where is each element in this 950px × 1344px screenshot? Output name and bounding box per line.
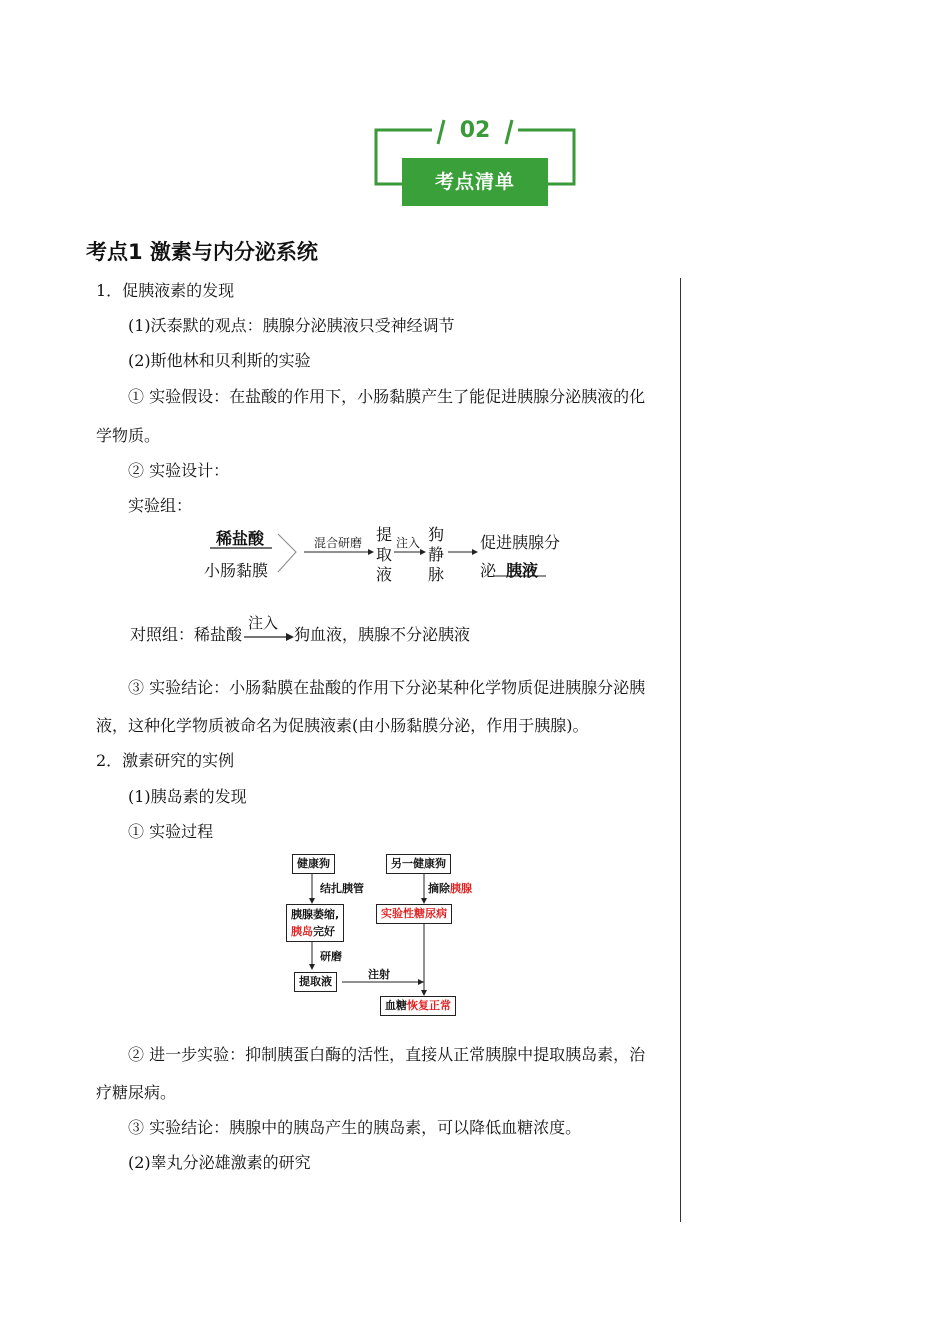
another-dog-box: 另一健康狗 — [386, 854, 451, 874]
dog-char-2: 静 — [428, 545, 445, 564]
healthy-dog-box: 健康狗 — [292, 854, 335, 874]
experiment-diagram — [196, 518, 576, 588]
section-badge — [372, 116, 578, 212]
diabetes-box: 实验性糖尿病 — [376, 904, 452, 924]
badge-label: 考点清单 — [402, 158, 548, 206]
paragraph-further: ② 进一步实验：抑制胰蛋白酶的活性，直接从正常胰腺中提取胰岛素，治 — [128, 1045, 646, 1064]
paragraph-conclusion: ③ 实验结论：小肠黏膜在盐酸的作用下分泌某种化学物质促进胰腺分泌胰 — [128, 678, 646, 697]
paragraph-insulin-conclusion: ③ 实验结论：胰腺中的胰岛产生的胰岛素，可以降低血糖浓度。 — [128, 1118, 582, 1137]
remove-a: 摘除 — [428, 882, 450, 895]
inject-label: 注入 — [396, 536, 421, 550]
insulin-diagram — [284, 852, 494, 1022]
result-bottom-b: 胰液 — [506, 561, 539, 580]
control-prefix: 对照组：稀盐酸 — [130, 625, 243, 644]
ligate-label: 结扎胰管 — [320, 882, 364, 895]
paragraph-hypothesis: ① 实验假设：在盐酸的作用下，小肠黏膜产生了能促进胰腺分泌胰液的化 — [128, 387, 646, 406]
paragraph-2-1: (1)胰岛素的发现 — [128, 787, 247, 806]
dog-char-3: 脉 — [428, 565, 445, 584]
dog-char-1: 狗 — [428, 525, 445, 544]
remove-label — [428, 880, 472, 896]
paragraph-hypothesis-cont: 学物质。 — [96, 426, 161, 445]
section-title: 考点1 激素与内分泌系统 — [86, 240, 318, 264]
result-top: 促进胰腺分 — [480, 533, 561, 552]
extract-box: 提取液 — [294, 972, 337, 992]
grind-label: 研磨 — [320, 950, 342, 963]
control-arrow — [244, 632, 294, 642]
margin-rule — [680, 278, 681, 1222]
intestine-label: 小肠黏膜 — [204, 561, 269, 580]
paragraph-process: ① 实验过程 — [128, 822, 214, 841]
control-arrow-label: 注入 — [248, 614, 279, 632]
paragraph-2-2: (2)睾丸分泌雄激素的研究 — [128, 1153, 311, 1172]
result-b: 恢复正常 — [407, 999, 451, 1012]
paragraph-1-1: (1)沃泰默的观点：胰腺分泌胰液只受神经调节 — [128, 316, 455, 335]
extract-char-2: 取 — [376, 545, 393, 564]
paragraph-conclusion-cont: 液，这种化学物质被命名为促胰液素(由小肠黏膜分泌，作用于胰腺)。 — [96, 716, 589, 735]
hcl-label: 稀盐酸 — [216, 529, 265, 548]
result-bottom-a: 泌 — [480, 561, 497, 580]
experimental-group-label: 实验组： — [128, 496, 193, 515]
grind-label: 混合研磨 — [314, 536, 363, 550]
heading-1: 1．促胰液素的发现 — [96, 281, 235, 300]
result-box — [380, 996, 456, 1016]
badge-number: 02 — [459, 118, 491, 143]
extract-char-1: 提 — [376, 525, 393, 544]
extract-char-3: 液 — [376, 565, 393, 584]
inject-label: 注射 — [368, 968, 390, 981]
atrophy-c: 完好 — [313, 925, 335, 938]
control-suffix: 狗血液，胰腺不分泌胰液 — [294, 625, 471, 644]
paragraph-further-cont: 疗糖尿病。 — [96, 1083, 177, 1102]
atrophy-box — [286, 904, 344, 942]
heading-2: 2．激素研究的实例 — [96, 751, 235, 770]
atrophy-b: 胰岛 — [291, 925, 313, 938]
atrophy-a: 胰腺萎缩, — [291, 908, 340, 921]
paragraph-1-2: (2)斯他林和贝利斯的实验 — [128, 351, 311, 370]
result-a: 血糖 — [385, 999, 407, 1012]
paragraph-design: ② 实验设计： — [128, 461, 230, 480]
remove-b: 胰腺 — [450, 882, 472, 895]
